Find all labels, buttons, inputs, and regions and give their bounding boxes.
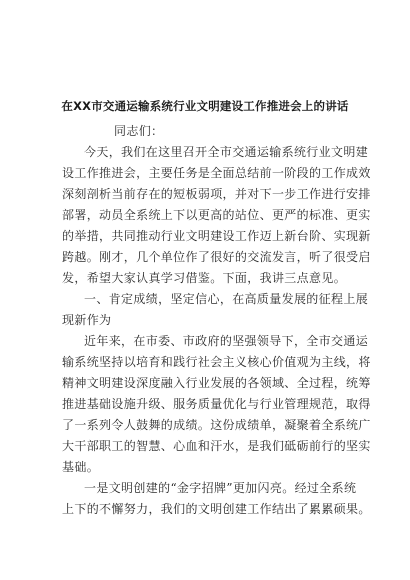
paragraph-line: 今天，我们在这里召开全市交通运输系统行业文明建 xyxy=(84,145,369,159)
paragraph-line: 近年来，在市委、市政府的坚强领导下，全市交通运 xyxy=(84,334,369,348)
section-heading-line: 现新作为 xyxy=(62,313,112,327)
paragraph-line: 精神文明建设深度融入行业发展的各领域、全过程，统筹 xyxy=(62,376,371,390)
paragraph-line: 设工作推进会，主要任务是全面总结前一阶段的工作成效 xyxy=(62,166,371,180)
paragraph-line: 上下的不懈努力，我们的文明创建工作结出了累累硕果。 xyxy=(62,502,371,516)
section-heading-line: 一、肯定成绩，坚定信心，在高质量发展的征程上展 xyxy=(84,292,369,306)
paragraph-line: 跨越。刚才，几个单位作了很好的交流发言，听了很受启 xyxy=(62,250,371,264)
salutation: 同志们： xyxy=(114,124,164,138)
paragraph-line: 的举措，共同推动行业文明建设工作迈上新台阶、实现新 xyxy=(62,229,371,243)
paragraph-line: 了一系列令人鼓舞的成绩。这份成绩单，凝聚着全系统广 xyxy=(62,418,371,432)
paragraph-line: 一是文明创建的“金字招牌”更加闪亮。经过全系统 xyxy=(84,481,357,495)
paragraph-line: 输系统坚持以培育和践行社会主义核心价值观为主线，将 xyxy=(62,355,371,369)
paragraph-line: 部署，动员全系统上下以更高的站位、更严的标准、更实 xyxy=(62,208,371,222)
document-title: 在XX市交通运输系统行业文明建设工作推进会上的讲话 xyxy=(61,99,349,113)
paragraph-line: 推进基础设施升级、服务质量优化与行业管理规范，取得 xyxy=(62,397,371,411)
paragraph-line: 深刻剖析当前存在的短板弱项，并对下一步工作进行安排 xyxy=(62,187,371,201)
paragraph-line: 大干部职工的智慧、心血和汗水，是我们砥砺前行的坚实 xyxy=(62,439,371,453)
paragraph-line: 基础。 xyxy=(62,460,100,474)
paragraph-line: 发，希望大家认真学习借鉴。下面，我讲三点意见。 xyxy=(62,271,347,285)
